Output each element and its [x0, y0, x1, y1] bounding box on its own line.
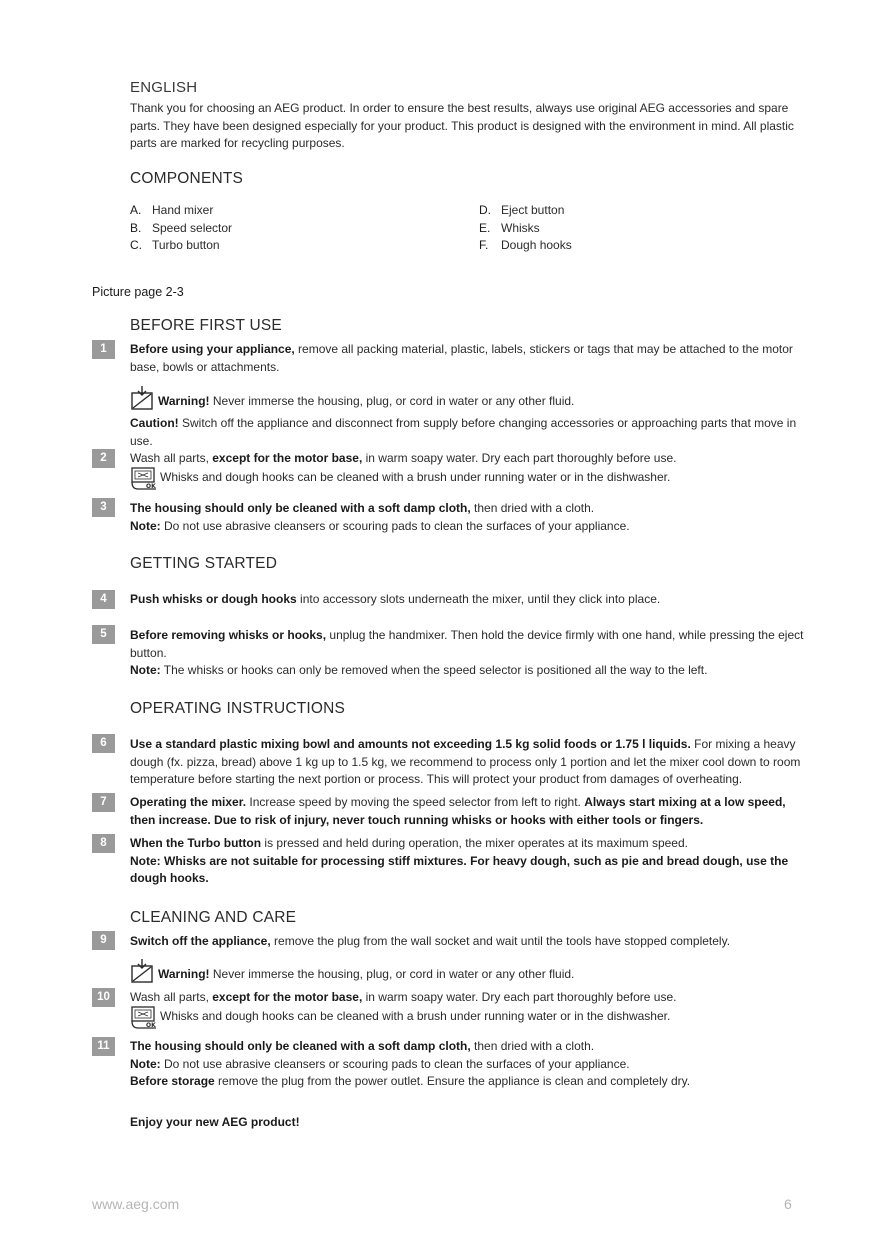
step-badge-1: 1 [92, 340, 115, 359]
step-badge-10: 10 [92, 988, 115, 1007]
step-badge-4: 4 [92, 590, 115, 609]
dishwasher-ok-icon [130, 467, 158, 493]
section-title-cleaning-and-care: CLEANING AND CARE [130, 909, 297, 926]
component-item: E. Whisks [479, 220, 540, 235]
page-number: 6 [784, 1196, 792, 1212]
component-item: F. Dough hooks [479, 238, 572, 252]
dishwasher-line: OK Whisks and dough hooks can be cleaned with a brush under running water or in the dishwasher. [130, 1008, 814, 1030]
step-badge-11: 11 [92, 1037, 115, 1056]
closing-message: Enjoy your new AEG product! [130, 1115, 300, 1129]
step-6-text: Use a standard plastic mixing bowl and amounts not exceeding 1.5 kg solid foods or 1.75 l liquids. For mixing a heavy dough (fx. pizza, bread) above 1 kg up to 1.5 kg, we recommend to process only 1 portion and let the mixer cool down to room temperature before starting the next portion or process. This will protect your product from damages of overheating. [130, 737, 801, 786]
dishwasher-line: OK Whisks and dough hooks can be cleaned with a brush under running water or in the dishwasher. [130, 469, 814, 491]
step-4-text: Push whisks or dough hooks into accessory slots underneath the mixer, until they click into place. [130, 592, 661, 606]
component-item: D. Eject button [479, 203, 565, 217]
no-immerse-icon [130, 385, 156, 411]
components-list-right [479, 202, 572, 255]
section-title-before-first-use: BEFORE FIRST USE [130, 317, 282, 334]
warning-line: Warning! Never immerse the housing, plug, or cord in water or any other fluid. [130, 393, 814, 415]
no-immerse-icon [130, 958, 156, 984]
step-1-text: Before using your appliance, remove all packing material, plastic, labels, stickers or tags that may be attached to the motor base, bowls or attachments. Warning! Never immerse the housing, plug, or cord in water or any other fluid. Caution! Switch off the appliance and disconnect from supply before changing accessories or approaching parts that move in use. [130, 341, 814, 450]
step-8-text: When the Turbo button is pressed and held during operation, the mixer operates at its maximum speed. Note: Whisks are not suitable for processing stiff mixtures. For heavy dough, such as pie and bread dough, use the dough hooks. [130, 836, 789, 885]
component-item: A. Hand mixer [130, 203, 214, 217]
section-title-operating-instructions: OPERATING INSTRUCTIONS [130, 700, 346, 717]
step-10-text: Wash all parts, except for the motor base, in warm soapy water. Dry each part thoroughly before use. OK Whisks and dough hooks can be cleaned with a brush under running water or in the dishwasher. [130, 989, 814, 1030]
section-title-getting-started: GETTING STARTED [130, 555, 278, 572]
step-badge-2: 2 [92, 449, 115, 468]
step-badge-5: 5 [92, 625, 115, 644]
intro-paragraph: Thank you for choosing an AEG product. In order to ensure the best results, always use original AEG accessories and spare parts. They have been designed especially for your product. This product is designed with the environment in mind. All plastic parts are marked for recycling purposes. [130, 101, 794, 150]
svg-text:OK: OK [146, 1021, 156, 1029]
svg-text:OK: OK [146, 482, 156, 490]
step-9-text: Switch off the appliance, remove the plug from the wall socket and wait until the tools have stopped completely. Warning! Never immerse the housing, plug, or cord in water or any other fluid. [130, 933, 814, 988]
step-5-text: Before removing whisks or hooks, unplug the handmixer. Then hold the device firmly with one hand, while pressing the eject button. Note: The whisks or hooks can only be removed when the speed selector is positioned all the way to the left. [130, 628, 804, 677]
dishwasher-ok-icon [130, 1006, 158, 1032]
step-11-text: The housing should only be cleaned with a soft damp cloth, then dried with a cloth. Note: Do not use abrasive cleansers or scouring pads to clean the surfaces of your appliance. Before storage remove the plug from the power outlet. Ensure the appliance is clean and completely dry. [130, 1039, 691, 1088]
step-badge-6: 6 [92, 734, 115, 753]
language-heading: ENGLISH [130, 79, 198, 96]
step-badge-7: 7 [92, 793, 115, 812]
step-2-text: Wash all parts, except for the motor base, in warm soapy water. Dry each part thoroughly before use. OK Whisks and dough hooks can be cleaned with a brush under running water or in the dishwasher. [130, 450, 814, 491]
warning-line: Warning! Never immerse the housing, plug, or cord in water or any other fluid. [130, 966, 814, 988]
step-7-text: Operating the mixer. Increase speed by moving the speed selector from left to right. Always start mixing at a low speed, then increase. Due to risk of injury, never touch running whisks or hooks with either tools or fingers. [130, 795, 786, 827]
components-title: COMPONENTS [130, 170, 244, 187]
step-badge-3: 3 [92, 498, 115, 517]
component-item: B. Speed selector [130, 220, 233, 235]
component-item: C. Turbo button [130, 238, 220, 252]
footer-website-link[interactable]: www.aeg.com [92, 1196, 180, 1212]
picture-page-reference: Picture page 2-3 [92, 285, 184, 299]
step-3-text: The housing should only be cleaned with a soft damp cloth, then dried with a cloth. Note: Do not use abrasive cleansers or scouring pads to clean the surfaces of your appliance. [130, 501, 630, 533]
step-badge-9: 9 [92, 931, 115, 950]
step-badge-8: 8 [92, 834, 115, 853]
components-list-left [130, 202, 232, 255]
